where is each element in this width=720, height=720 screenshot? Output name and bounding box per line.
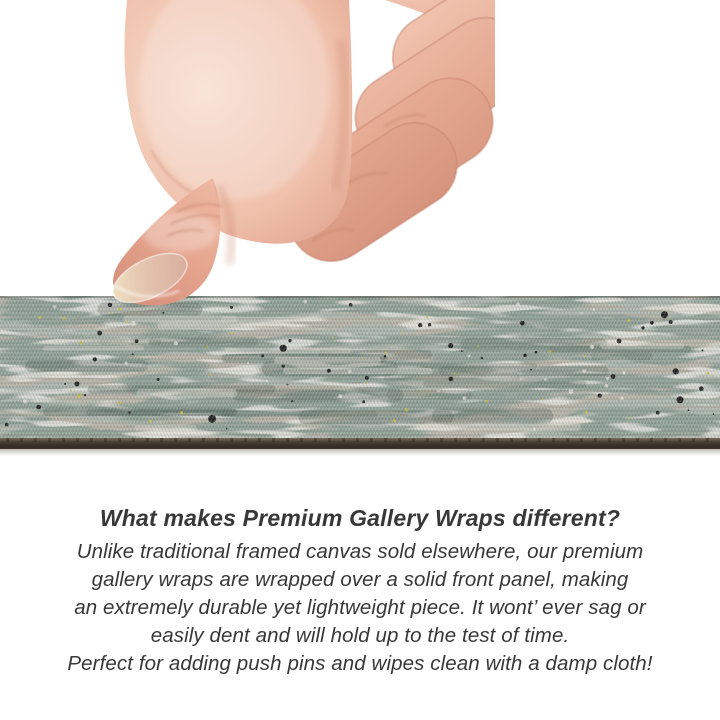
body-line-5: Perfect for adding push pins and wipes clean with a damp cloth!: [67, 652, 653, 675]
canvas-dark-bottom-edge: [0, 438, 720, 449]
body-line-1: Unlike traditional framed canvas sold elsewhere, our premium: [76, 540, 644, 563]
canvas-weave-overlay: [0, 296, 720, 438]
frayed-edge-texture: [0, 438, 720, 442]
description-text: [0, 502, 720, 678]
body-line-4: easily dent and will hold up to the test of time.: [150, 624, 570, 647]
canvas-wrap-edge-photo: [0, 296, 720, 438]
body-line-3: an extremely durable yet lightweight piece. It wont’ ever sag or: [74, 596, 646, 619]
heading: What makes Premium Gallery Wraps different?: [99, 505, 621, 531]
hand-thumb-press-photo: [85, 0, 495, 310]
canvas-edge-shadow: [0, 449, 720, 456]
body-line-2: gallery wraps are wrapped over a solid front panel, making: [91, 568, 629, 591]
